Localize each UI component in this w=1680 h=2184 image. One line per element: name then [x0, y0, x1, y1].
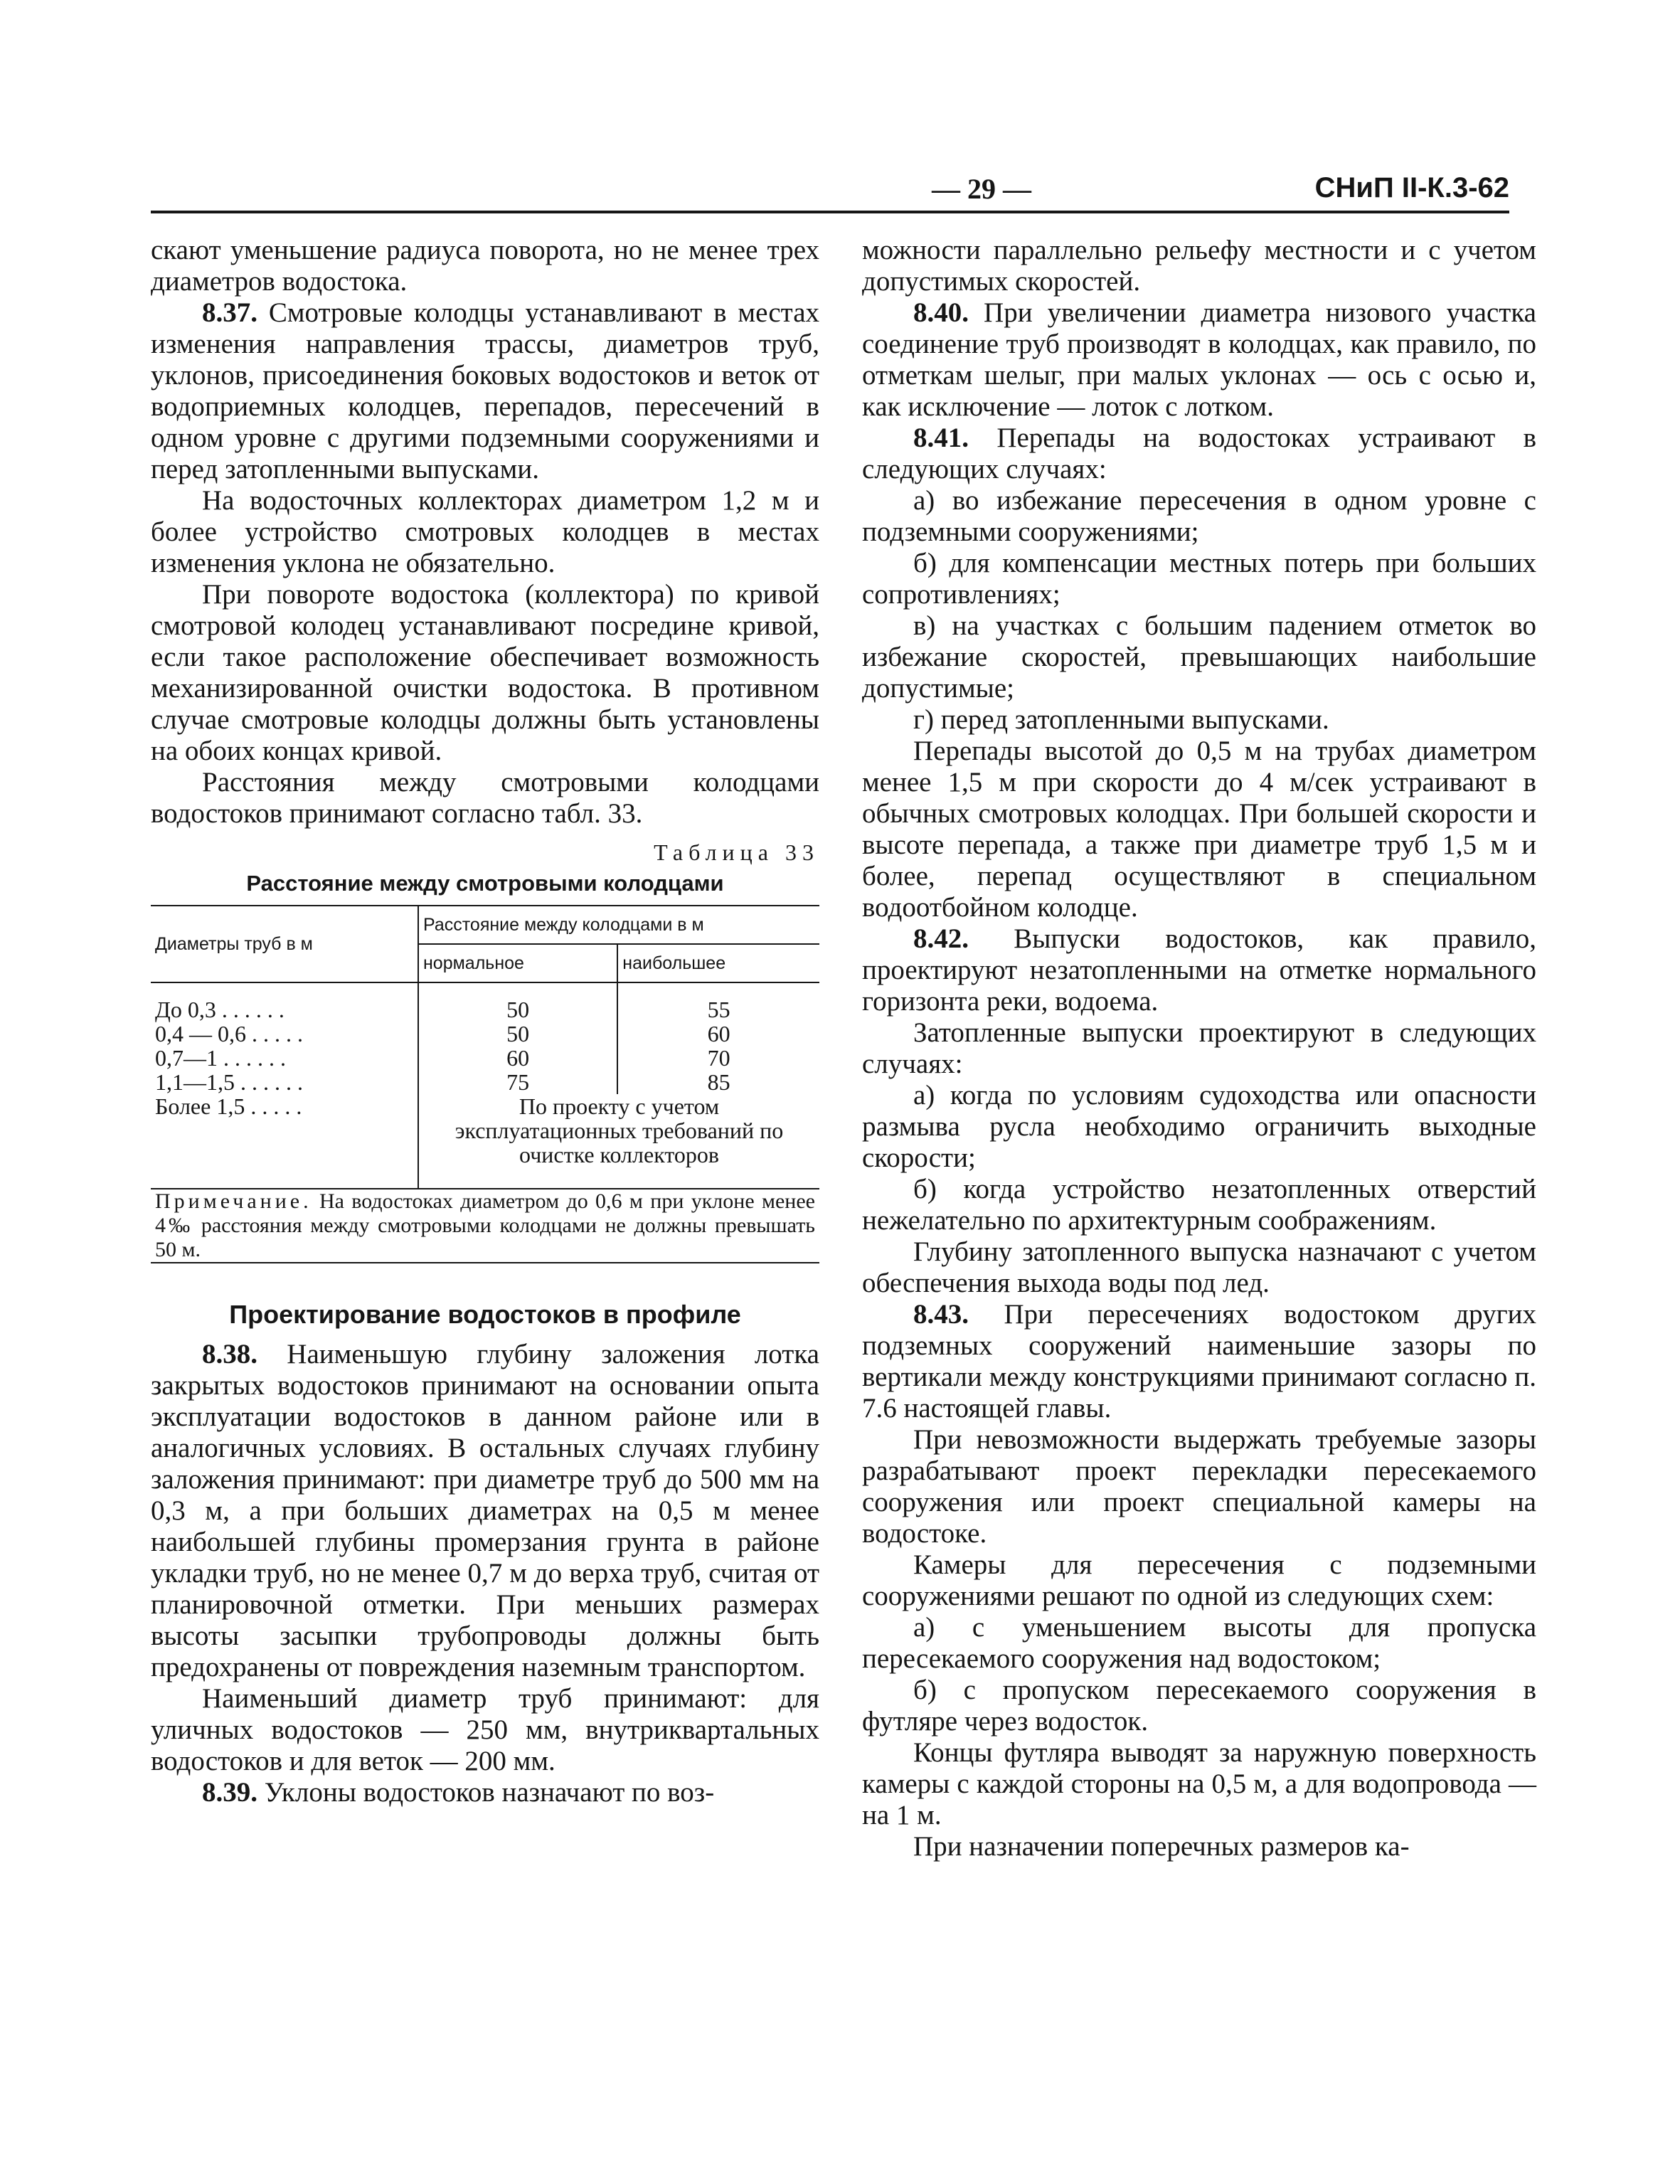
- clause-text: Уклоны водостоков назначают по воз-: [257, 1777, 715, 1808]
- paragraph: можности параллельно рельефу местности и с учетом допустимых скоростей.: [862, 235, 1536, 297]
- clause-text: Смотровые колодцы устанавливают в местах изменения направления трассы, диаметров труб, уклонов, присоединения боковых водостоков и веток от водоприемных колодцев, перепадов, пересечений в одном уровне с другими подземными сооружениями и перед затопленными выпусками.: [151, 297, 819, 484]
- list-item: а) когда по условиям судоходства или опасности размыва русла необходимо ограничить выходные скорости;: [862, 1080, 1536, 1173]
- list-item: в) на участках с большим падением отметок во избежание скоростей, превышающих наибольшие допустимые;: [862, 610, 1536, 704]
- section-heading: Проектирование водостоков в профиле: [229, 1300, 741, 1329]
- paragraph-8-37: [151, 297, 819, 485]
- paragraph: Наименьший диаметр труб принимают: для уличных водостоков — 250 мм, внутриквартальных водостоков и для веток — 200 мм.: [151, 1683, 819, 1776]
- paragraph-8-42: [862, 923, 1536, 1017]
- list-item: а) с уменьшением высоты для пропуска пересекаемого сооружения над водостоком;: [862, 1612, 1536, 1674]
- paragraph-8-40: [862, 297, 1536, 423]
- paragraph: скают уменьшение радиуса поворота, но не менее трех диаметров водостока.: [151, 235, 819, 297]
- table-title: Расстояние между смотровыми колодцами: [246, 871, 724, 896]
- table-row: [151, 997, 819, 1022]
- table-row: [151, 1094, 819, 1189]
- cell-diameter: До 0,3 . . . . . .: [155, 997, 285, 1022]
- cell-max: 85: [617, 1070, 819, 1094]
- clause-number: 8.43.: [913, 1299, 969, 1330]
- cell-max: 55: [617, 997, 819, 1022]
- paragraph: Затопленные выпуски проектируют в следующих случаях:: [862, 1017, 1536, 1079]
- clause-text: При увеличении диаметра низового участка соединение труб производят в колодцах, как правило, по отметкам шелыг, при малых уклонах — ось с осью и, как исключение — лоток с лотком.: [862, 297, 1536, 422]
- document-code: СНиП II-К.3-62: [1314, 172, 1509, 203]
- paragraph: Камеры для пересечения с подземными сооружениями решают по одной из следующих схем:: [862, 1549, 1536, 1611]
- page-header: [151, 172, 1509, 215]
- cell-max: 60: [617, 1022, 819, 1046]
- paragraph: Расстояния между смотровыми колодцами водостоков принимают согласно табл. 33.: [151, 767, 819, 829]
- cell-diameter: Более 1,5 . . . . .: [155, 1093, 302, 1119]
- right-column: [862, 235, 1536, 1862]
- clause-number: 8.40.: [913, 297, 969, 328]
- clause-text: При пересечениях водостоком других подземных сооружений наименьшие зазоры по вертикали между конструкциями принимают согласно п. 7.6 настоящей главы.: [862, 1299, 1536, 1424]
- clause-number: 8.42.: [913, 923, 969, 954]
- table-note: [151, 1189, 819, 1263]
- header-rule: [151, 211, 1509, 213]
- clause-text: Перепады на водостоках устраивают в следующих случаях:: [862, 423, 1536, 484]
- paragraph-8-43: [862, 1299, 1536, 1424]
- list-item: б) для компенсации местных потерь при больших сопротивлениях;: [862, 548, 1536, 610]
- clause-number: 8.41.: [913, 423, 969, 453]
- table-row: [151, 1022, 819, 1046]
- cell-normal: 75: [418, 1070, 617, 1094]
- paragraph: При повороте водостока (коллектора) по кривой смотровой колодец устанавливают посредине кривой, если такое расположение обеспечивает возможность механизированной очистки водостока. В противном случае смотровые колодцы должны быть установлены на обоих концах кривой.: [151, 579, 819, 766]
- paragraph: Перепады высотой до 0,5 м на трубах диаметром менее 1,5 м при скорости до 4 м/сек устраивают в обычных смотровых колодцах. При большей скорости и высоте перепада, а также при диаметре труб 1,5 м и более, перепад осуществляют в специальном водоотбойном колодце.: [862, 736, 1536, 923]
- col-header-diameter: Диаметры труб в м: [151, 906, 418, 982]
- clause-number: 8.37.: [202, 297, 257, 328]
- paragraph-8-41: [862, 423, 1536, 485]
- paragraph-8-38: [151, 1339, 819, 1683]
- clause-text: Наименьшую глубину заложения лотка закрытых водостоков принимают на основании опыта эксплуатации водостоков в данном районе или в аналогичных условиях. В остальных случаях глубину заложения принимают: при диаметре труб до 500 мм на 0,3 м, а при больших диаметрах на 0,5 м менее наибольшей глубины промерзания грунта в районе укладки труб, но не менее 0,7 м до верха труб, считая от планировочной отметки. При меньших размерах высоты засыпки трубопроводы должны быть предохранены от повреждения наземным транспортом.: [151, 1339, 819, 1682]
- left-column: [151, 235, 819, 1808]
- paragraph: Глубину затопленного выпуска назначают с учетом обеспечения выхода воды под лед.: [862, 1236, 1536, 1298]
- page-number: — 29 —: [932, 173, 1031, 205]
- note-label: Примечание.: [155, 1189, 312, 1213]
- clause-text: Выпуски водостоков, как правило, проектируют незатопленными на отметке нормального горизонта реки, водоема.: [862, 923, 1536, 1017]
- note-text: На водостоках диаметром до 0,6 м при уклоне менее 4‰ расстояния между смотровыми колодцами не должны превышать 50 м.: [155, 1189, 815, 1261]
- cell-normal: 60: [418, 1046, 617, 1070]
- cell-normal: 50: [418, 1022, 617, 1046]
- list-item: г) перед затопленными выпусками.: [913, 704, 1329, 735]
- paragraph: На водосточных коллекторах диаметром 1,2 м и более устройство смотровых колодцев в местах изменения уклона не обязательно.: [151, 485, 819, 578]
- cell-max: 70: [617, 1046, 819, 1070]
- paragraph: При назначении поперечных размеров ка-: [913, 1831, 1410, 1862]
- cell-diameter: 0,4 — 0,6 . . . . .: [155, 1021, 303, 1046]
- list-item: б) с пропуском пересекаемого сооружения в футляре через водосток.: [862, 1675, 1536, 1737]
- cell-diameter: 0,7—1 . . . . . .: [155, 1045, 286, 1071]
- cell-project-note: По проекту с учетом эксплуатационных требований по очистке коллекторов: [418, 1094, 819, 1189]
- clause-number: 8.38.: [202, 1339, 257, 1369]
- table-row: [151, 1070, 819, 1094]
- cell-diameter: 1,1—1,5 . . . . . .: [155, 1069, 303, 1095]
- paragraph: При невозможности выдержать требуемые зазоры разрабатывают проект перекладки пересекаемого сооружения или проект специальной камеры на водостоке.: [862, 1424, 1536, 1549]
- col-header-group: Расстояние между колодцами в м: [418, 906, 819, 944]
- cell-normal: 50: [418, 997, 617, 1022]
- list-item: б) когда устройство незатопленных отверстий нежелательно по архитектурным соображениям.: [862, 1174, 1536, 1236]
- table-caption: Таблица 33: [654, 839, 819, 865]
- paragraph-8-39: [151, 1777, 819, 1808]
- clause-number: 8.39.: [202, 1777, 257, 1808]
- paragraph: Концы футляра выводят за наружную поверхность камеры с каждой стороны на 0,5 м, а для водопровода — на 1 м.: [862, 1737, 1536, 1830]
- distance-table: [151, 905, 819, 1263]
- col-header-normal: нормальное: [418, 944, 617, 982]
- list-item: а) во избежание пересечения в одном уровне с подземными сооружениями;: [862, 485, 1536, 547]
- col-header-max: наибольшее: [617, 944, 819, 982]
- table-row: [151, 1046, 819, 1070]
